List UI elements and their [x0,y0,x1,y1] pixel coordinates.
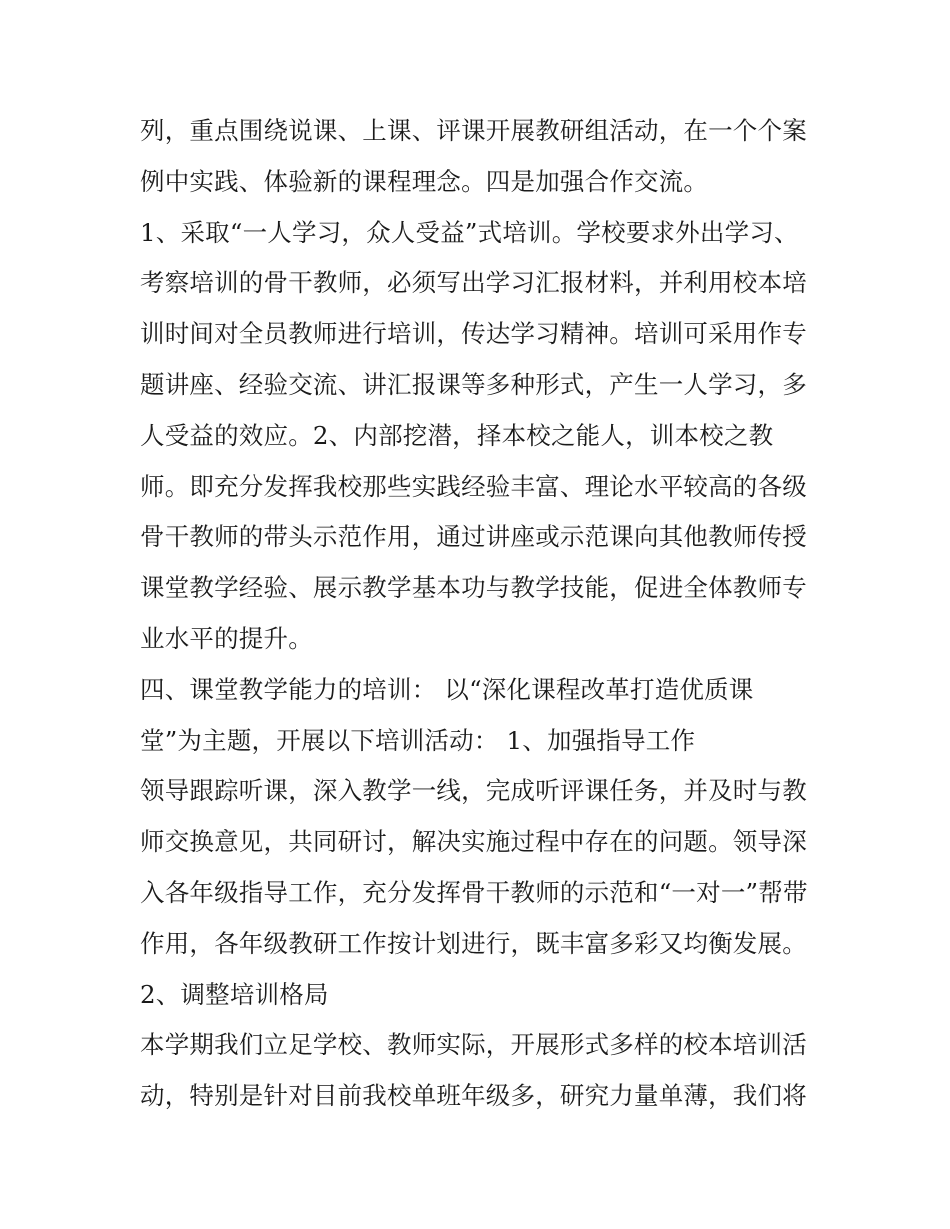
text-line: 动，特别是针对目前我校单班年级多，研究力量单薄，我们将 [140,1081,807,1111]
text-line: 师交换意见，共同研讨，解决实施过程中存在的问题。领导深 [140,827,807,857]
text-line: 堂”为主题，开展以下培训活动： 1、加强指导工作 [140,725,696,755]
text-line: 题讲座、经验交流、讲汇报课等多种形式，产生一人学习，多 [140,369,807,399]
subheading-line: 2、调整培训格局 [140,979,329,1009]
text-line: 业水平的提升。 [140,623,313,653]
text-line: 例中实践、体验新的课程理念。四是加强合作交流。 [140,166,709,196]
text-line: 领导跟踪听课，深入教学一线，完成听评课任务，并及时与教 [140,776,807,806]
text-line: 人受益的效应。2、内部挖潜，择本校之能人，训本校之教 [140,420,774,450]
text-line: 训时间对全员教师进行培训，传达学习精神。培训可采用作专 [140,319,807,349]
text-line: 师。即充分发挥我校那些实践经验丰富、理论水平较高的各级 [140,471,807,501]
text-line: 课堂教学经验、展示教学基本功与教学技能，促进全体教师专 [140,573,807,603]
text-line: 作用，各年级教研工作按计划进行，既丰富多彩又均衡发展。 [140,928,807,958]
text-line: 考察培训的骨干教师，必须写出学习汇报材料，并利用校本培 [140,268,807,298]
text-line: 骨干教师的带头示范作用，通过讲座或示范课向其他教师传授 [140,522,807,552]
section-heading-line: 四、课堂教学能力的培训： 以“深化课程改革打造优质课 [140,674,754,704]
document-body [140,106,820,1122]
text-line: 本学期我们立足学校、教师实际，开展形式多样的校本培训活 [140,1030,807,1060]
text-line: 1、采取“一人学习，众人受益”式培训。学校要求外出学习、 [140,217,799,247]
text-line: 列，重点围绕说课、上课、评课开展教研组活动，在一个个案 [140,116,807,145]
text-line: 入各年级指导工作，充分发挥骨干教师的示范和“一对一”帮带 [140,877,808,907]
